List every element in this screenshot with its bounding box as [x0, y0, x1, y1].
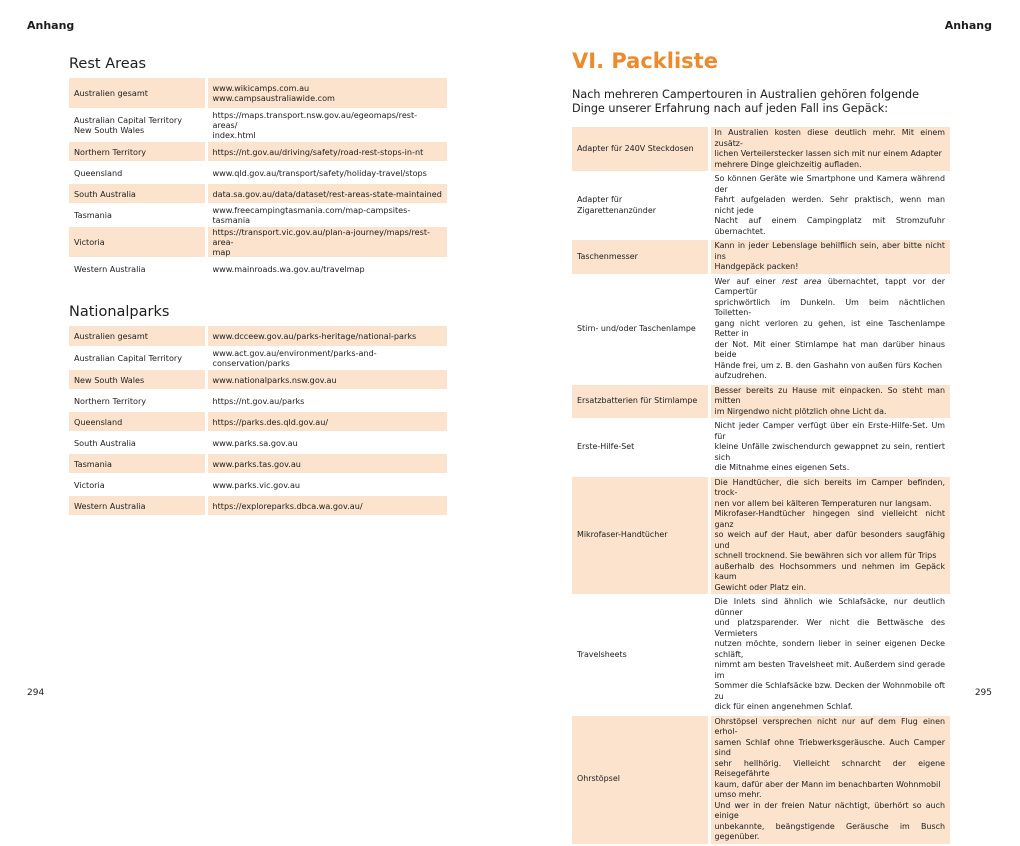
- region-cell: [69, 162, 206, 183]
- description-line: die Mitnahme eines eigenen Sets.: [714, 463, 850, 472]
- rest-areas-heading: Rest Areas: [69, 56, 147, 72]
- description-line: und platzsparender. Wer nicht die Bettwäsche des Vermieters: [714, 618, 945, 638]
- region-label: Tasmania: [74, 210, 112, 220]
- rest-area-term: rest area: [781, 276, 822, 286]
- region-label: Western Australia: [74, 500, 146, 511]
- packliste-row: [572, 275, 950, 384]
- url-link: www.parks.vic.gov.au: [212, 479, 301, 490]
- region-cell: [69, 411, 206, 432]
- description-line: dick für einen angenehmen Schlaf.: [714, 702, 853, 711]
- item-name: Mikrofaser-Handtücher: [572, 476, 709, 596]
- region-label: Victoria: [74, 479, 105, 490]
- item-description: [709, 384, 950, 420]
- link-cell[interactable]: [206, 411, 447, 432]
- description-line: lichen Verteilerstecker lassen sich mit nur einem Adapter: [714, 149, 942, 158]
- nationalparks-table: [69, 326, 447, 517]
- item-description: [709, 419, 950, 476]
- packliste-row: [572, 172, 950, 239]
- url-link: www.act.gov.au/environment/parks-and-conservation/parks: [212, 348, 377, 368]
- link-cell[interactable]: [206, 162, 447, 183]
- description-text: übernachtet, tappt vor der Campertür: [714, 276, 945, 296]
- url-link: www.dcceew.gov.au/parks-heritage/national-parks: [212, 331, 417, 341]
- url-link: www.parks.tas.gov.au: [212, 458, 301, 469]
- link-cell[interactable]: [206, 453, 447, 474]
- description-line: mehrere Dinge gleichzeitig aufladen.: [714, 159, 862, 169]
- region-cell: [69, 369, 206, 390]
- region-label: Queensland: [74, 167, 123, 178]
- page-number-left: 294: [27, 688, 45, 698]
- description-line: Mikrofaser-Handtücher hingegen sind vielleicht nicht ganz: [714, 509, 945, 529]
- region-label: Northern Territory: [74, 146, 147, 157]
- description-line: sehr hellhörig. Vielleicht schnarcht der eigene Reisegefährte: [714, 758, 945, 778]
- region-cell: [69, 453, 206, 474]
- region-cell: [69, 109, 206, 141]
- link-cell[interactable]: [206, 183, 447, 204]
- description-line: Ohrstöpsel versprechen nicht nur auf dem Flug einen erhol-: [714, 716, 945, 736]
- table-row: [69, 204, 447, 226]
- description-line: Fahrt aufgeladen werden. Sehr praktisch, wenn man nicht jede: [714, 195, 945, 215]
- table-row: [69, 411, 447, 432]
- link-cell[interactable]: [206, 495, 447, 516]
- table-row: [69, 474, 447, 495]
- region-cell: [69, 183, 206, 204]
- description-line: Gewicht oder Platz ein.: [714, 582, 807, 592]
- item-name: Erste-Hilfe-Set: [572, 419, 709, 476]
- description-line: im Nirgendwo nicht plötzlich ohne Licht da.: [714, 406, 887, 416]
- region-cell: [69, 474, 206, 495]
- description-line: Und wer in der freien Natur nächtigt, überhört so auch einige: [714, 800, 945, 820]
- description-line: Hände frei, um z. B. den Gashahn von außen fürs Kochen: [714, 360, 943, 370]
- description-line: nutzen möchte, sondern lieber in seiner eigenen Decke schläft,: [714, 639, 945, 659]
- link-cell[interactable]: [206, 432, 447, 453]
- item-description: [709, 595, 950, 715]
- running-header-left: Anhang: [27, 19, 75, 32]
- description-line: kleine Unfälle zwischendurch gewappnet zu sein, rentiert sich: [714, 442, 945, 462]
- region-label: Australien gesamt: [74, 331, 148, 341]
- region-label: Australian Capital Territory: [74, 115, 183, 125]
- link-cell[interactable]: [206, 78, 447, 109]
- url-link: https://nt.gov.au/driving/safety/road-rest-stops-in-nt: [212, 146, 424, 157]
- description-line: nen vor allem bei kälteren Temperaturen nur langsam.: [714, 498, 932, 508]
- table-row: [69, 109, 447, 141]
- region-cell: [69, 347, 206, 369]
- url-link: www.wikicamps.com.au: [212, 83, 310, 93]
- description-line: samen Schlaf ohne Triebwerksgeräusche. Auch Camper sind: [714, 737, 945, 757]
- description-line: Besser bereits zu Hause mit einpacken. So steht man mitten: [714, 385, 945, 405]
- table-row: [69, 326, 447, 347]
- item-description: [709, 239, 950, 275]
- table-row: [69, 495, 447, 516]
- description-line: gang nicht verloren zu gehen, ist eine Taschenlampe Retter in: [714, 318, 945, 338]
- description-line: schnell trocknend. Sie bewähren sich vor allem für Trips: [714, 551, 937, 560]
- url-link: data.sa.gov.au/data/dataset/rest-areas-state-maintained: [212, 188, 442, 199]
- url-link: www.nationalparks.nsw.gov.au: [212, 374, 337, 385]
- link-cell[interactable]: [206, 390, 447, 411]
- region-label: New South Wales: [74, 125, 145, 135]
- table-row: [69, 78, 447, 109]
- description-line: nimmt am besten Travelsheet mit. Außerdem sind gerade im: [714, 660, 945, 680]
- url-link: www.freecampingtasmania.com/map-campsites-tasmania: [212, 205, 411, 225]
- region-label: Australian Capital Territory: [74, 353, 183, 363]
- item-name: Taschenmesser: [572, 239, 709, 275]
- packliste-row: [572, 239, 950, 275]
- url-link: www.qld.gov.au/transport/safety/holiday-travel/stops: [212, 167, 427, 178]
- link-cell[interactable]: [206, 141, 447, 162]
- url-link: https://nt.gov.au/parks: [212, 395, 305, 406]
- region-label: Queensland: [74, 416, 123, 427]
- table-row: [69, 183, 447, 204]
- packliste-row: [572, 419, 950, 476]
- description-text: Wer auf einer: [714, 276, 782, 286]
- region-label: Australien gesamt: [74, 88, 148, 98]
- link-cell[interactable]: [206, 347, 447, 369]
- table-row: [69, 369, 447, 390]
- url-link: https://maps.transport.nsw.gov.au/egeomaps/rest-areas/: [212, 110, 418, 130]
- nationalparks-heading: Nationalparks: [69, 304, 170, 320]
- region-label: Tasmania: [74, 458, 112, 469]
- region-cell: [69, 326, 206, 347]
- url-link: https://transport.vic.gov.au/plan-a-journey/maps/rest-area-: [212, 227, 430, 247]
- description-line: kaum, dafür aber der Mann im benachbarten Wohnmobil: [714, 779, 941, 789]
- description-line: [715, 277, 946, 298]
- description-line: der Not. Mit einer Stirnlampe hat man darüber hinaus beide: [714, 339, 945, 359]
- region-label: Northern Territory: [74, 395, 147, 406]
- description-line: aufzudrehen.: [714, 371, 767, 380]
- description-line: sprichwörtlich im Dunkeln. Um beim nächtlichen Toiletten-: [714, 297, 945, 317]
- link-cell[interactable]: [206, 369, 447, 390]
- description-line: umso mehr.: [714, 790, 762, 799]
- region-cell: [69, 141, 206, 162]
- description-line: Kann in jeder Lebenslage behilflich sein, aber bitte nicht ins: [714, 241, 945, 261]
- description-line: Die Handtücher, die sich bereits im Camper befinden, trock-: [714, 477, 945, 497]
- item-name: Stirn- und/oder Taschenlampe: [572, 275, 709, 384]
- region-label: Western Australia: [74, 263, 146, 274]
- table-row: [69, 226, 447, 258]
- description-line: unbekannte, beängstigende Geräusche im Busch gegenüber.: [714, 821, 945, 841]
- link-cell[interactable]: [206, 204, 447, 226]
- region-label: South Australia: [74, 437, 136, 448]
- item-name: Ohrstöpsel: [572, 715, 709, 845]
- packliste-row: [572, 384, 950, 420]
- region-cell: [69, 495, 206, 516]
- item-description: [709, 275, 950, 384]
- item-name: Adapter für 240V Steckdosen: [572, 127, 709, 172]
- table-row: [69, 347, 447, 369]
- link-cell[interactable]: [206, 258, 447, 279]
- item-name: Adapter für Zigarettenanzünder: [572, 172, 709, 239]
- url-link: map: [212, 247, 231, 257]
- running-header-right: Anhang: [944, 19, 992, 32]
- item-description: [709, 476, 950, 596]
- packliste-row: [572, 595, 950, 715]
- item-description: [709, 715, 950, 845]
- table-row: [69, 390, 447, 411]
- description-line: So können Geräte wie Smartphone und Kamera während der: [714, 174, 945, 194]
- region-cell: [69, 390, 206, 411]
- description-line: Nicht jeder Camper verfügt über ein Erste-Hilfe-Set. Um für: [714, 421, 945, 441]
- item-description: [709, 127, 950, 172]
- table-row: [69, 162, 447, 183]
- description-line: Handgepäck packen!: [714, 262, 799, 271]
- region-cell: [69, 78, 206, 109]
- description-line: außerhalb des Hochsommers und nehmen im Gepäck kaum: [714, 561, 945, 581]
- region-label: South Australia: [74, 188, 136, 199]
- link-cell[interactable]: [206, 226, 447, 258]
- packliste-row: [572, 715, 950, 845]
- region-cell: [69, 226, 206, 258]
- description-line: Die Inlets sind ähnlich wie Schlafsäcke, nur deutlich dünner: [714, 597, 945, 617]
- item-name: Ersatzbatterien für Stirnlampe: [572, 384, 709, 420]
- url-link: www.parks.sa.gov.au: [212, 437, 298, 448]
- region-cell: [69, 258, 206, 279]
- item-description: [709, 172, 950, 239]
- url-link: www.campsaustraliawide.com: [212, 93, 335, 103]
- region-cell: [69, 204, 206, 226]
- packliste-row: [572, 476, 950, 596]
- description-line: Nacht auf einem Campingplatz mit Stromzufuhr übernachtet.: [714, 216, 945, 236]
- url-link: index.html: [212, 130, 256, 140]
- url-link: https://parks.des.qld.gov.au/: [212, 416, 329, 427]
- table-row: [69, 432, 447, 453]
- link-cell[interactable]: [206, 474, 447, 495]
- rest-areas-table: [69, 78, 447, 280]
- description-line: Sommer die Schlafsäcke bzw. Decken der Wohnmobile oft zu: [714, 681, 945, 701]
- table-row: [69, 453, 447, 474]
- region-cell: [69, 432, 206, 453]
- table-row: [69, 258, 447, 279]
- url-link: https://exploreparks.dbca.wa.gov.au/: [212, 500, 363, 511]
- region-label: Victoria: [74, 237, 105, 247]
- item-name: Travelsheets: [572, 595, 709, 715]
- table-row: [69, 141, 447, 162]
- description-line: In Australien kosten diese deutlich mehr. Mit einem zusätz-: [714, 128, 945, 148]
- packliste-title: VI. Packliste: [572, 49, 718, 73]
- description-line: so weich auf der Haut, aber dafür besonders saugfähig und: [714, 530, 945, 550]
- link-cell[interactable]: [206, 326, 447, 347]
- packliste-row: [572, 127, 950, 172]
- url-link: www.mainroads.wa.gov.au/travelmap: [212, 263, 365, 274]
- page-number-right: 295: [974, 688, 992, 698]
- region-label: New South Wales: [74, 374, 145, 385]
- packliste-table: [572, 127, 950, 846]
- link-cell[interactable]: [206, 109, 447, 141]
- packliste-intro: Nach mehreren Campertouren in Australien gehören folgende Dinge unserer Erfahrung nach auf jeden Fall ins Gepäck:: [572, 88, 920, 115]
